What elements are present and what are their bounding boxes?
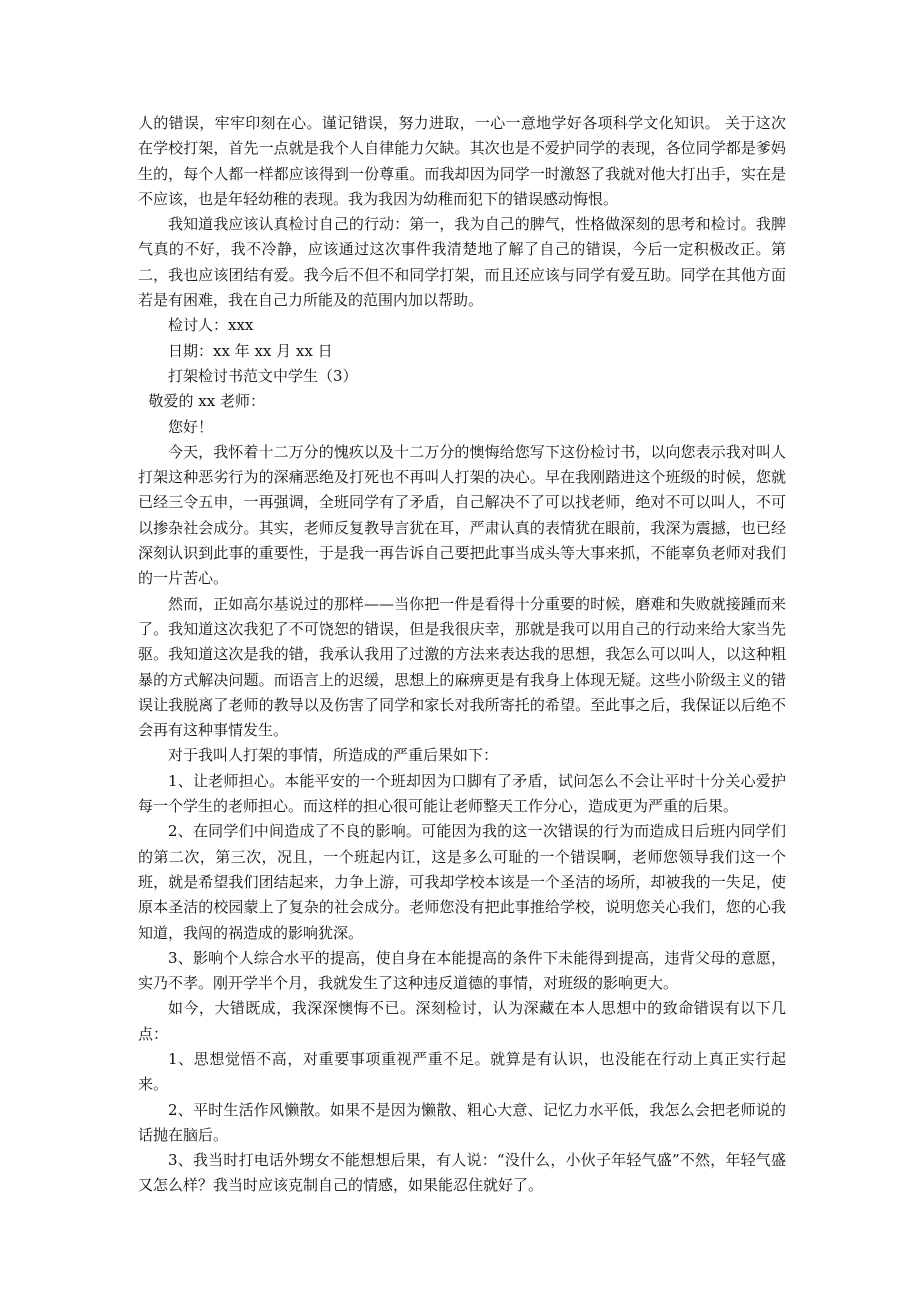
section-title: 打架检讨书范文中学生（3） bbox=[168, 366, 358, 385]
signature-line: 检讨人：xxx bbox=[168, 316, 254, 335]
greeting: 您好！ bbox=[168, 417, 214, 436]
error-item: 3、我当时打电话外甥女不能想想后果，有人说：“没什么，小伙子年轻气盛”不然，年轻气盛又怎么样？我当时应该克制自己的情感，如果能忍住就好了。 bbox=[138, 1151, 786, 1195]
paragraph-consequences-intro: 对于我叫人打架的事情，所造成的严重后果如下： bbox=[168, 746, 499, 765]
salutation: 敬爱的 xx 老师： bbox=[148, 392, 265, 411]
error-item: 2、平时生活作风懒散。如果不是因为懒散、粗心大意、记忆力水平低，我怎么会把老师说的话抛在脑后。 bbox=[138, 1100, 786, 1144]
paragraph-reflection: 我知道我应该认真检讨自己的行动：第一，我为自己的脾气，性格做深刻的思考和检讨。我脾气真的不好，我不冷静，应该通过这次事件我清楚地了解了自己的错误，今后一定积极改正。第二，我也应该团结有爱。我今后不但不和同学打架，而且还应该与同学有爱互助。同学在其他方面若是有困难，我在自己力所能及的范围内加以帮助。 bbox=[138, 215, 786, 310]
paragraph-errors-intro: 如今，大错既成，我深深懊悔不已。深刻检讨，认为深藏在本人思想中的致命错误有以下几点： bbox=[138, 999, 786, 1043]
error-item: 1、思想觉悟不高，对重要事项重视严重不足。就算是有认识，也没能在行动上真正实行起来。 bbox=[138, 1049, 786, 1094]
consequence-item: 1、让老师担心。本能平安的一个班却因为口脚有了矛盾，试问怎么不会让平时十分关心爱护每一个学生的老师担心。而这样的担心很可能让老师整天工作分心，造成更为严重的后果。 bbox=[138, 771, 786, 816]
date-line: 日期：xx 年 xx 月 xx 日 bbox=[168, 341, 333, 360]
consequence-item: 2、在同学们中间造成了不良的影响。可能因为我的这一次错误的行为而造成日后班内同学们的第二次，第三次，况且，一个班起内讧，这是多么可耻的一个错误啊，老师您领导我们这一个班，就是希望我们团结起来，力争上游，可我却学校本该是一个圣洁的场所，却被我的一失足，使原本圣洁的校园蒙上了复杂的社会成分。老师您没有把此事推给学校，说明您关心我们，您的心我知道，我闯的祸造成的影响犹深。 bbox=[138, 822, 786, 942]
paragraph-intro: 人的错误，牢牢印刻在心。谨记错误，努力进取，一心一意地学好各项科学文化知识。 关于这次在学校打架，首先一点就是我个人自律能力欠缺。其次也是不爱护同学的表现，各位同学都是爹妈生的，每个人都一样都应该得到一份尊重。而我却因为同学一时激怒了我就对他大打出手，实在是不应该，也是年轻幼稚的表现。我为我因为幼稚而犯下的错误感动悔恨。 bbox=[138, 114, 786, 208]
consequence-item: 3、影响个人综合水平的提高，使自身在本能提高的条件下未能得到提高，违背父母的意愿，实乃不孝。刚开学半个月，我就发生了这种违反道德的事情，对班级的影响更大。 bbox=[138, 948, 786, 993]
paragraph-opening: 今天，我怀着十二万分的愧疚以及十二万分的懊悔给您写下这份检讨书，以向您表示我对叫人打架这种恶劣行为的深痛恶绝及打死也不再叫人打架的决心。早在我刚踏进这个班级的时候，您就已经三令五申，一再强调，全班同学有了矛盾，自己解决不了可以找老师，绝对不可以叫人，不可以掺杂社会成分。其实，老师反复教导言犹在耳，严肃认真的表情犹在眼前，我深为震撼，也已经深刻认识到此事的重要性，于是我一再告诉自己要把此事当成头等大事来抓，不能辜负老师对我们的一片苦心。 bbox=[138, 442, 786, 588]
document-body bbox=[138, 111, 786, 1199]
paragraph-however: 然而，正如高尔基说过的那样——当你把一件是看得十分重要的时候，磨难和失败就接踵而来了。我知道这次我犯了不可饶恕的错误，但是我很庆幸，那就是我可以用自己的行动来给大家当先驱。我知道这次是我的错，我承认我用了过激的方法来表达我的思想，我怎么可以叫人，以这种粗暴的方式解决问题。而语言上的迟缓，思想上的麻痹更是有我身上体现无疑。这些小阶级主义的错误让我脱离了老师的教导以及伤害了同学和家长对我所寄托的希望。至此事之后，我保证以后绝不会再有这种事情发生。 bbox=[138, 594, 786, 740]
